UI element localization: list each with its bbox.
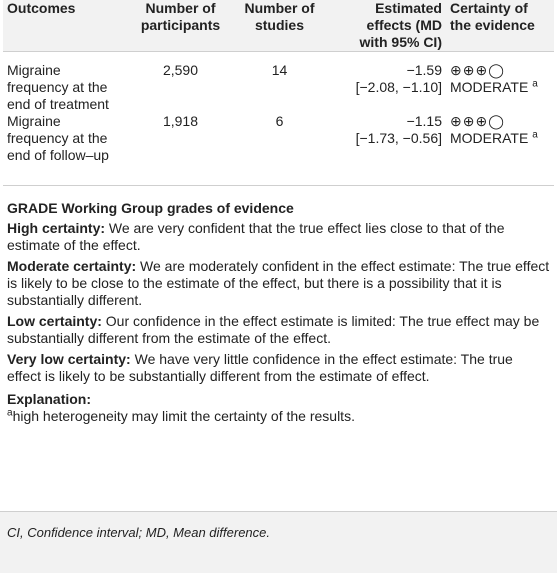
header-studies: Number of studies (236, 0, 323, 52)
table-body (3, 52, 554, 186)
effect-estimate: −1.59 (406, 62, 442, 78)
participants-cell: 1,918 (125, 113, 236, 186)
header-participants: Number of participants (125, 0, 236, 52)
explanation-label: Explanation: (7, 391, 92, 407)
table-header (3, 0, 554, 52)
certainty-rating-icon: ⊕⊕⊕◯ (450, 113, 505, 129)
grade-high-certainty: High certainty: We are very confident that the true effect lies close to that of the estimate of the effect. (7, 220, 505, 253)
grade-heading: GRADE Working Group grades of evidence (7, 200, 294, 216)
outcome-cell: Migraine frequency at the end of follow–up (3, 113, 125, 186)
certainty-grade: MODERATE $^a$ (450, 129, 538, 146)
footnote-marker: a (532, 129, 538, 141)
confidence-interval: [−1.73, −0.56] (355, 130, 442, 146)
explanation-note (7, 391, 550, 425)
table-row (3, 113, 554, 186)
grade-low-certainty: Low certainty: Our confidence in the effect estimate is limited: The true effect may be substantially different from the estimate of the effect. (7, 313, 540, 346)
participants-cell: 2,590 (162, 62, 199, 78)
effect-cell (323, 113, 446, 186)
table-row (3, 52, 554, 114)
effect-cell (323, 52, 446, 114)
header-outcomes: Outcomes (3, 0, 125, 52)
grade-notes (3, 186, 554, 425)
outcome-cell: Migraine frequency at the end of treatment (7, 62, 109, 112)
footnote-marker: a (532, 78, 538, 90)
footnote-marker: a (7, 407, 13, 419)
evidence-table (3, 0, 554, 186)
confidence-interval: [−2.08, −1.10] (355, 79, 442, 95)
certainty-cell (446, 113, 554, 186)
studies-cell: 14 (271, 62, 288, 78)
header-row (3, 0, 554, 52)
grade-moderate-certainty: Moderate certainty: We are moderately confident in the effect estimate: The true effect is likely to be close to the estimate of the effect, but there is a possibility that it is substantially different. (7, 258, 550, 308)
certainty-cell (446, 52, 554, 114)
studies-cell: 6 (236, 113, 323, 186)
header-certainty: Certainty of the evidence (446, 0, 554, 52)
certainty-rating-icon: ⊕⊕⊕◯ (450, 62, 505, 78)
certainty-grade: MODERATE $^a$ (450, 78, 538, 95)
explanation-text: $^a$high heterogeneity may limit the certainty of the results. (7, 407, 355, 424)
grade-very-low-certainty: Very low certainty: We have very little confidence in the effect estimate: The true effect is likely to be substantially different from the estimate of effect. (7, 351, 513, 384)
effect-estimate: −1.15 (406, 113, 442, 129)
abbreviations-footer: CI, Confidence interval; MD, Mean difference. (0, 511, 557, 573)
header-estimated-effects: Estimated effects (MD with 95% CI) (323, 0, 446, 52)
